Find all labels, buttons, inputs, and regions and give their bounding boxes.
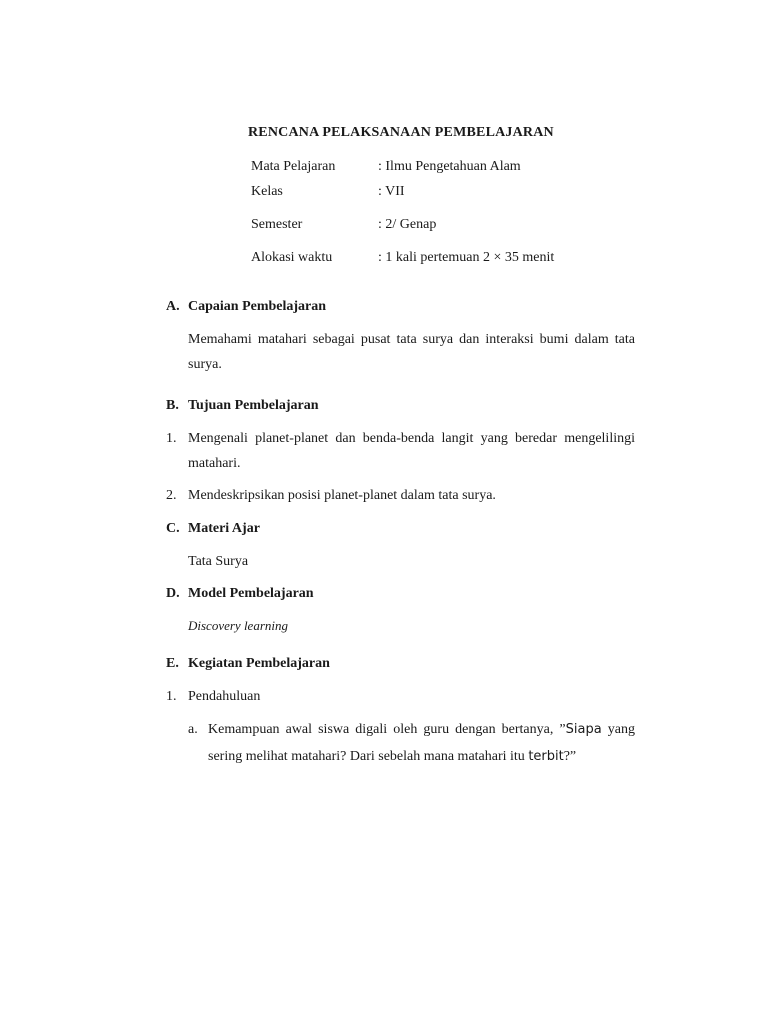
section-d-heading: Model Pembelajaran xyxy=(188,586,314,601)
info-value-class: : VII xyxy=(378,184,405,199)
section-a-text-line2: surya. xyxy=(188,357,222,372)
sub-item-text-line2-emphasis: terbit xyxy=(528,749,564,764)
section-a-text-line1: Memahami matahari sebagai pusat tata surya dan interaksi bumi dalam tata xyxy=(188,332,635,347)
info-value-subject: : Ilmu Pengetahuan Alam xyxy=(378,159,521,174)
info-label-time: Alokasi waktu xyxy=(251,250,333,265)
section-b-marker: B. xyxy=(166,398,179,413)
sub-item-text-line1-start: Kemampuan awal siswa digali oleh guru dengan bertanya, ” xyxy=(208,722,566,737)
list-item-text-line1: Mengenali planet-planet dan benda-benda langit yang beredar mengelilingi xyxy=(188,431,635,446)
section-c-heading: Materi Ajar xyxy=(188,521,260,536)
sub-item-text-line2-start: sering melihat matahari? Dari sebelah mana matahari itu xyxy=(208,749,529,764)
info-label-class: Kelas xyxy=(251,184,283,199)
section-a-heading: Capaian Pembelajaran xyxy=(188,299,327,314)
list-item-text-line1: Mendeskripsikan posisi planet-planet dalam tata surya. xyxy=(188,488,496,503)
section-b-heading: Tujuan Pembelajaran xyxy=(188,398,319,413)
section-d-marker: D. xyxy=(166,586,180,601)
sub-item-text-line2-end: ?” xyxy=(563,749,577,764)
sub-item-text-line1-end: yang xyxy=(601,722,635,737)
sub-item-text-line1-emphasis: Siapa xyxy=(565,722,602,737)
list-item-text: Pendahuluan xyxy=(188,689,261,704)
section-d-text: Discovery learning xyxy=(188,618,289,633)
list-item-text-line2: matahari. xyxy=(188,456,241,471)
sub-item-text-line1 xyxy=(208,723,635,737)
section-e-marker: E. xyxy=(166,656,179,671)
list-item-number: 1. xyxy=(166,689,177,704)
sub-item-text-line2 xyxy=(208,750,576,764)
section-e-heading: Kegiatan Pembelajaran xyxy=(188,656,330,671)
section-c-marker: C. xyxy=(166,521,180,536)
section-a-marker: A. xyxy=(166,299,180,314)
info-label-subject: Mata Pelajaran xyxy=(251,159,336,174)
info-value-time: : 1 kali pertemuan 2 × 35 menit xyxy=(378,250,555,265)
list-item-number: 1. xyxy=(166,431,177,446)
document-title: RENCANA PELAKSANAAN PEMBELAJARAN xyxy=(248,125,554,140)
info-value-semester: : 2/ Genap xyxy=(378,217,437,232)
section-c-text: Tata Surya xyxy=(188,554,249,569)
list-item-number: 2. xyxy=(166,488,177,503)
info-label-semester: Semester xyxy=(251,217,303,232)
sub-item-marker: a. xyxy=(188,722,198,737)
